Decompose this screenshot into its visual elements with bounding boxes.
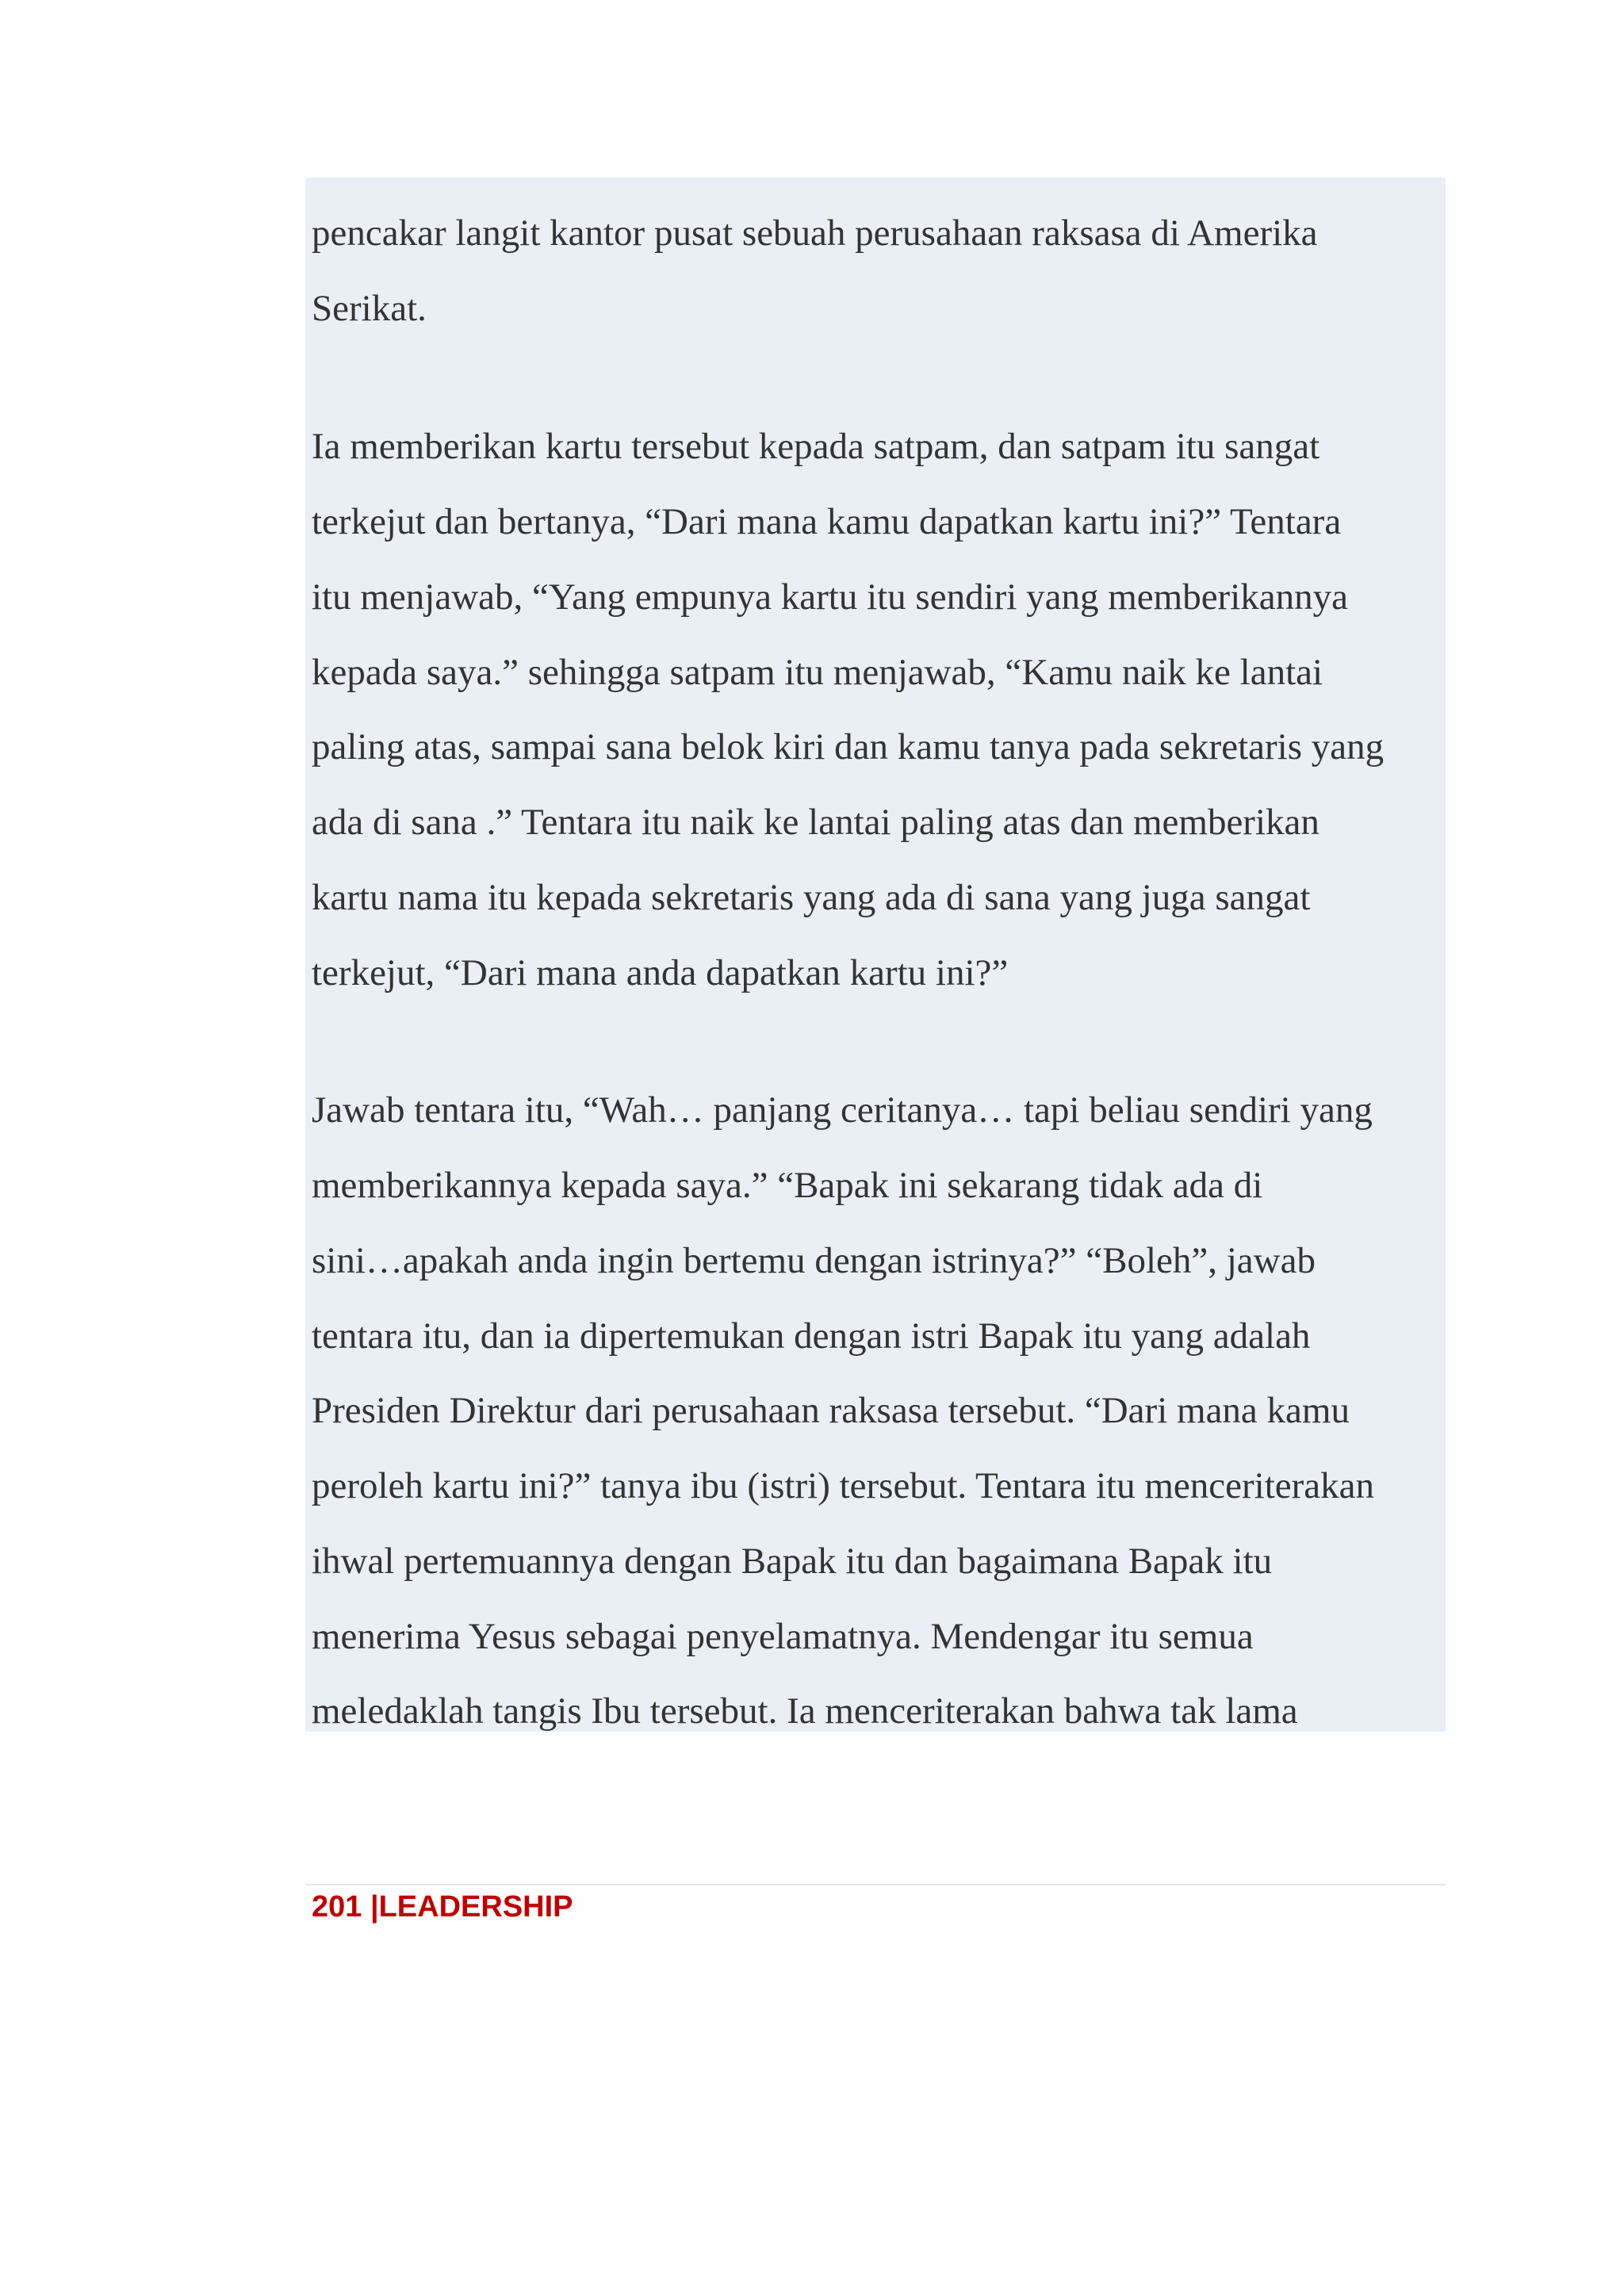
body-line-1: pencakar langit kantor pusat sebuah perusahaan raksasa di Amerika	[312, 212, 1318, 254]
body-line-13: sini…apakah anda ingin bertemu dengan istrinya?” “Boleh”, jawab	[312, 1240, 1316, 1281]
body-line-19: meledaklah tangis Ibu tersebut. Ia menceriterakan bahwa tak lama	[312, 1690, 1298, 1732]
body-line-9: kartu nama itu kepada sekretaris yang ada di sana yang juga sangat	[312, 877, 1311, 918]
body-line-10: terkejut, “Dari mana anda dapatkan kartu ini?”	[312, 952, 1009, 993]
body-line-16: peroleh kartu ini?” tanya ibu (istri) tersebut. Tentara itu menceriterakan	[312, 1465, 1375, 1506]
body-line-3: Ia memberikan kartu tersebut kepada satpam, dan satpam itu sangat	[312, 426, 1320, 467]
footer-divider	[305, 1884, 1446, 1885]
body-line-17: ihwal pertemuannya dengan Bapak itu dan bagaimana Bapak itu	[312, 1541, 1273, 1582]
body-line-7: paling atas, sampai sana belok kiri dan kamu tanya pada sekretaris yang	[312, 726, 1385, 768]
body-line-14: tentara itu, dan ia dipertemukan dengan istri Bapak itu yang adalah	[312, 1315, 1311, 1357]
body-line-15: Presiden Direktur dari perusahaan raksasa tersebut. “Dari mana kamu	[312, 1390, 1350, 1431]
body-line-6: kepada saya.” sehingga satpam itu menjawab, “Kamu naik ke lantai	[312, 652, 1323, 693]
body-line-2: Serikat.	[312, 288, 427, 329]
body-line-18: menerima Yesus sebagai penyelamatnya. Mendengar itu semua	[312, 1616, 1254, 1657]
body-line-8: ada di sana .” Tentara itu naik ke lantai paling atas dan memberikan	[312, 802, 1320, 843]
body-line-5: itu menjawab, “Yang empunya kartu itu sendiri yang memberikannya	[312, 576, 1348, 618]
body-line-12: memberikannya kepada saya.” “Bapak ini sekarang tidak ada di	[312, 1165, 1263, 1206]
body-line-11: Jawab tentara itu, “Wah… panjang ceritanya… tapi beliau sendiri yang	[312, 1089, 1373, 1131]
page-footer-label: 201 |LEADERSHIP	[312, 1890, 573, 1924]
body-line-4: terkejut dan bertanya, “Dari mana kamu dapatkan kartu ini?” Tentara	[312, 501, 1342, 542]
